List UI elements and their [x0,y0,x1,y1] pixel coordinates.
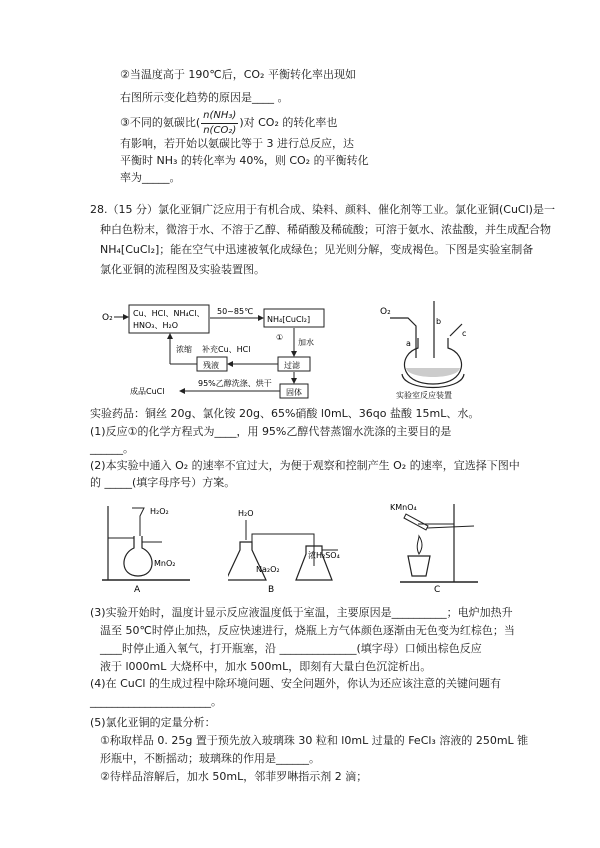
ammonia-carbon-ratio-fraction [201,109,238,137]
apparatus-liquid [406,368,460,377]
part5-step2: ②待样品溶解后，加水 50mL，邻菲罗啉指示剂 2 滴； [100,770,368,783]
flow-step-number: ① [276,333,284,342]
option-c-burner [408,556,430,576]
part5-step1-line-a: ①称取样品 0. 25g 置于预先放入玻璃珠 30 粒和 l0mL 过量的 FeCl₃ 溶液的 250mL 锥 [100,734,529,747]
preparation-flowchart [100,300,350,400]
q2-line-5: 平衡时 NH₃ 的转化率为 40%，则 CO₂ 的平衡转化 [120,154,369,167]
apparatus-port-a: a [406,339,411,348]
q2-line-2: 右图所示变化趋势的原因是____ 。 [120,91,289,104]
fraction-denominator: n(CO₂) [203,124,237,136]
flow-wash-label: 95%乙醇洗涤、烘干 [198,379,272,388]
q28-intro-3: NH₄[CuCl₂]；能在空气中迅速被氧化成绿色；见光则分解，变成褐色。下图是实验室制备 [100,243,534,256]
flow-temperature-label: 50~85℃ [217,307,254,316]
q28-intro-1: 28.（15 分）氯化亚铜广泛应用于有机合成、染料、颜料、催化剂等工业。氯化亚铜(CuCl)是一 [90,203,555,216]
option-b-letter: B [268,585,275,594]
q2-line3-suffix: )对 CO₂ 的转化率也 [239,116,338,129]
option-b-water-label: H₂O [238,509,254,518]
reaction-apparatus-diagram [378,296,488,401]
q2-line-1: ②当温度高于 190℃后，CO₂ 平衡转化率出现如 [120,68,356,81]
part4-line-a: (4)在 CuCl 的生成过程中除环境问题、安全问题外，你认为还应该注意的关键问题有 [90,677,501,690]
apparatus-port-b: b [436,317,442,326]
reagents-line: 实验药品：铜丝 20g、氯化铵 20g、65%硝酸 l0mL、36qo 盐酸 15mL、水。 [90,407,480,420]
part2-line-a: (2)本实验中通入 O₂ 的速率不宜过大，为便于观察和控制产生 O₂ 的速率，宜选择下图中 [90,459,520,472]
flow-complex-label: NH₄[CuCl₂] [267,315,311,324]
part2-line-b: 的 _____(填字母序号）方案。 [90,476,236,489]
flow-o2-label: O₂ [102,313,113,323]
flow-concentrate-label: 浓缩 [176,345,192,354]
fraction-numerator: n(NH₃) [201,109,238,124]
option-b-na2o2-label: Na₂O₂ [256,565,280,574]
apparatus-o2-label: O₂ [380,307,391,317]
flow-product-label: 成品CuCl [130,387,165,396]
option-a-apparatus [100,502,210,594]
flow-solid-label: 固体 [286,388,302,397]
option-c-test-tube [404,514,428,530]
option-a-mno2-label: MnO₂ [154,559,176,568]
part1-line-a: (1)反应①的化学方程式为____，用 95%乙醇代替蒸馏水洗涤的主要目的是 [90,425,452,438]
option-c-letter: C [434,585,441,594]
apparatus-caption: 实验室反应装置 [396,391,452,400]
option-c-delivery-tube [427,526,474,528]
q2-line3-prefix: ③不同的氨碳比( [120,116,201,129]
option-b-acid-label: 浓H₂SO₄ [308,551,340,560]
flow-filter-label: 过滤 [284,361,300,370]
option-b-apparatus [228,506,358,594]
part3-line-b: 温至 50℃时停止加热，反应快速进行，烧瓶上方气体颜色逐渐由无色变为红棕色；当 [100,624,515,637]
option-a-letter: A [134,585,141,594]
q2-line-4: 有影响，若开始以氨碳比等于 3 进行总反应，达 [120,137,354,150]
option-a-funnel [132,508,144,536]
flow-residue-label: 残液 [203,361,219,370]
apparatus-port-c: c [462,329,467,338]
part4-line-b: ______________________。 [90,695,222,708]
flow-replenish-label: 补充Cu、HCl [202,345,251,354]
flow-add-water-label: 加水 [298,338,314,347]
apparatus-o2-inlet-tube [390,318,416,358]
part5-step1-line-b: 形瓶中，不断摇动；玻璃珠的作用是______。 [100,752,320,765]
option-b-connecting-tube [252,534,314,566]
option-a-h2o2-label: H₂O₂ [150,507,169,516]
part3-line-a: (3)实验开始时，温度计显示反应液温度低于室温，主要原因是__________；电炉加热升 [90,606,513,619]
option-c-flame [417,536,422,554]
part5-heading: (5)氯化亚铜的定量分析： [90,716,216,729]
q28-intro-4: 氯化亚铜的流程图及实验装置图。 [100,263,265,276]
part3-line-c: ____时停止通入氧气，打开瓶塞，沿 ______________(填字母）口倾出棕色反应 [100,642,482,655]
q2-line-6: 率为_____。 [120,171,181,184]
q2-line-3 [120,109,337,137]
part1-line-b: ______。 [90,442,134,455]
flow-reactants-line1: Cu、HCl、NH₄Cl、 [133,309,205,318]
flow-reactants-line2: HNO₃、H₂O [133,321,179,330]
apparatus-right-neck [450,324,462,336]
q28-intro-2: 种白色粉末，微溶于水、不溶于乙醇、稀硝酸及稀硫酸；可溶于氨水、浓盐酸，并生成配合物 [100,223,551,236]
option-b-flask [228,542,266,580]
apparatus-flask [404,338,461,384]
part3-line-d: 液于 l000mL 大烧杯中，加水 500mL，即刻有大量白色沉淀析出。 [100,660,432,673]
option-c-apparatus [378,496,498,594]
option-c-kmno4-label: KMnO₄ [390,503,417,512]
